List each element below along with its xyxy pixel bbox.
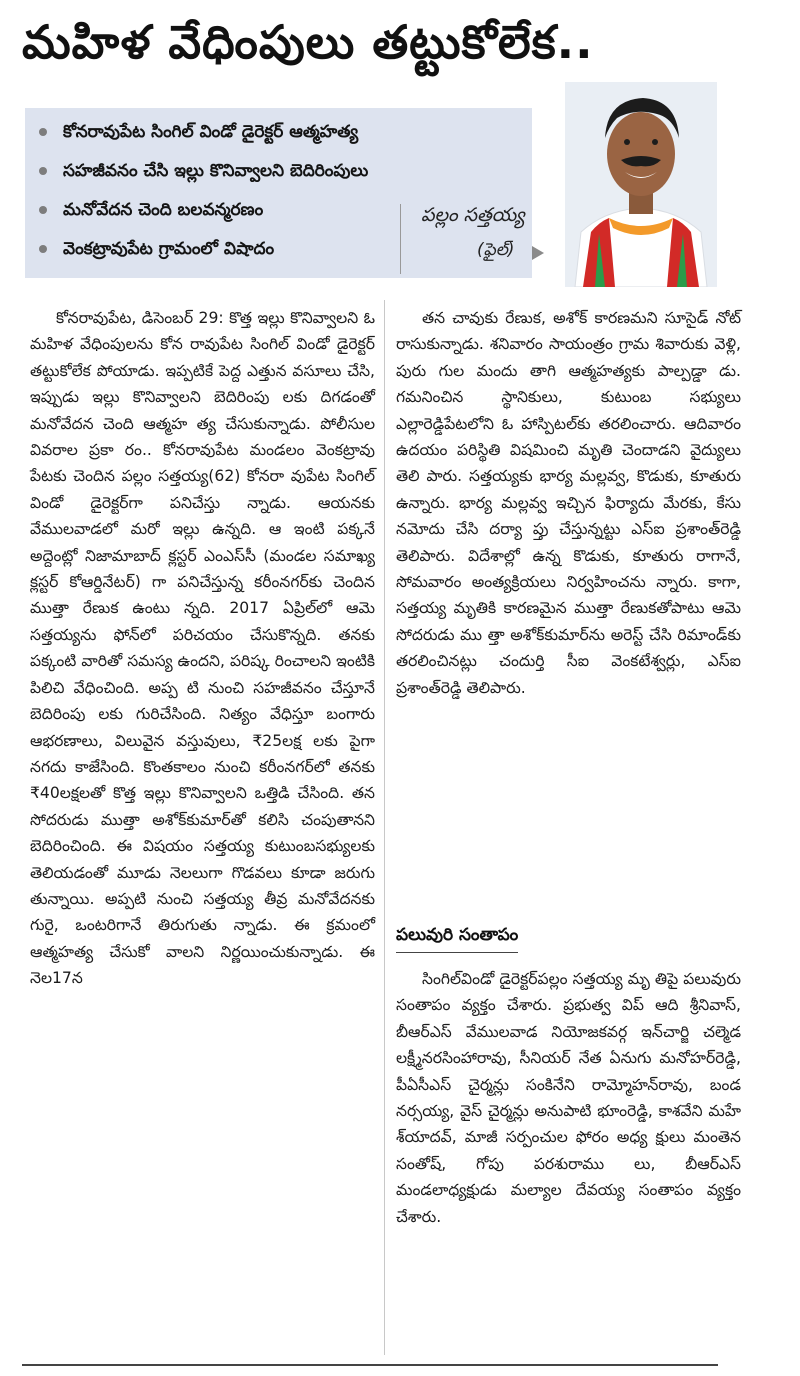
highlight-text: వెంకట్రావుపేట గ్రామంలో విషాదం <box>63 239 275 259</box>
highlight-text: మనోవేదన చెంది బలవన్మరణం <box>63 200 264 220</box>
bullet-icon <box>39 206 47 214</box>
highlight-item <box>39 122 358 146</box>
highlight-item <box>39 161 368 185</box>
section-subhead: పలువురి సంతాపం <box>396 925 518 953</box>
condolence-column <box>396 966 741 1230</box>
column-divider <box>384 300 385 1355</box>
article-column-left <box>30 305 375 992</box>
condolence-paragraph: సింగిల్‌విండో డైరెక్టర్‌పల్లం సత్తయ్య మృ తిపై పలువురు సంతాపం వ్యక్తం చేశారు. ప్రభుత్వ విప్ ఆది శ్రీనివాస్, బీఆర్ఎస్ వేములవాడ నియోజకవర్గ ఇన్‌చార్జి చల్మెడ లక్ష్మీనరసింహారావు, సీనియర్ నేత ఏనుగు మనోహర్‌రెడ్డి, పీఏసీఎస్ చైర్మన్లు సంకినేని రామ్మోహన్‌రావు, బండ నర్సయ్య, వైస్ చైర్మన్లు అనుపాటి భూంరెడ్డి, కాశవేని మహే శ్‌యాదవ్, మాజీ సర్పంచుల ఫోరం అధ్య క్షులు మంతెన సంతోష్, గోపు పరశురాము లు, బీఆర్ఎస్ మండలాధ్యక్షుడు మల్యాల దేవయ్య సంతాపం వ్యక్తం చేశారు. <box>396 970 741 1226</box>
arrow-right-icon <box>532 246 544 260</box>
article-paragraph: తన చావుకు రేణుక, అశోక్ కారణమని సూసైడ్ నోట్ రాసుకున్నాడు. శనివారం సాయంత్రం గ్రామ శివారుకు వెళ్లి, పురు గుల మందు తాగి ఆత్మహత్యకు పాల్పడ్డా డు. గమనించిన స్థానికులు, కుటుంబ సభ్యులు ఎల్లారెడ్డిపేటలోని ఓ హాస్పిటల్‌కు తరలించారు. ఆదివారం ఉదయం పరిస్థితి విషమించి మృతి చెందాడని వైద్యులు తెలి పారు. సత్తయ్యకు భార్య మల్లవ్వ, కొడుకు, కూతురు ఉన్నారు. భార్య మల్లవ్వ ఇచ్చిన ఫిర్యాదు మేరకు, కేసు నమోదు చేసి దర్యా ప్తు చేస్తున్నట్టు ఎస్ఐ ప్రశాంత్‌రెడ్డి తెలిపారు. విదేశాల్లో ఉన్న కొడుకు, కూతురు రాగానే, సోమవారం అంత్యక్రియలు నిర్వహించను న్నారు. కాగా, సత్తయ్య మృతికి కారణమైన ముత్తా రేణుకతోపాటు ఆమె సోదరుడు ము త్తా అశోక్‌కుమార్‌ను అరెస్ట్ చేసి రిమాండ్‌కు తరలించినట్లు చందుర్తి సీఐ వెంకటేశ్వర్లు, ఎస్ఐ ప్రశాంత్‌రెడ్డి తెలిపారు. <box>396 309 741 697</box>
photo-caption <box>400 204 541 274</box>
portrait-photo <box>565 82 717 287</box>
highlight-text: కోనరావుపేట సింగిల్ విండో డైరెక్టర్ ఆత్మహత్య <box>63 122 359 142</box>
portrait-illustration <box>565 82 717 287</box>
headline: మహిళ వేధింపులు తట్టుకోలేక.. <box>22 15 594 69</box>
highlight-item <box>39 239 274 263</box>
bottom-divider <box>22 1364 718 1366</box>
article-column-right <box>396 305 741 701</box>
photo-caption-note: (ఫైల్) <box>477 240 515 260</box>
bullet-icon <box>39 245 47 253</box>
article-paragraph: కోనరావుపేట, డిసెంబర్ 29: కొత్త ఇల్లు కొనివ్వాలని ఓ మహిళ వేధింపులను కోన రావుపేట సింగిల్ విండో డైరెక్టర్ తట్టుకోలేక పోయాడు. ఇప్పటికే పెద్ద ఎత్తున వసూలు చేసి, ఇప్పుడు ఇల్లు కొనివ్వాలని బెదిరింపు లకు దిగడంతో మనోవేదన చెంది ఆత్మహ త్య చేసుకున్నాడు. పోలీసుల వివరాల ప్రకా రం.. కోనరావుపేట మండలం వెంకట్రావు పేటకు చెందిన పల్లం సత్తయ్య(62) కోనరా వుపేట సింగిల్ విండో డైరెక్టర్‌గా పనిచేస్తు న్నాడు. ఆయనకు వేములవాడలో మరో ఇల్లు ఉన్నది. ఆ ఇంటి పక్కనే అద్దెంట్లో నిజామాబాద్ క్లస్టర్ ఎంఎస్‌సీ (మండల సమాఖ్య క్లస్టర్ కోఆర్డినేటర్) గా పనిచేస్తున్న కరీంనగర్‌కు చెందిన ముత్తా రేణుక ఉంటు న్నది. 2017 ఏప్రిల్‌లో ఆమె సత్తయ్యను ఫోన్‌లో పరిచయం చేసుకొన్నది. తనకు పక్కంటి వారితో సమస్య ఉందని, పరిష్క రించాలని ఇంటికి పిలిచి వేధించింది. అప్ప టి నుంచి సహజీవనం చేస్తూనే బెదిరింపు లకు గురిచేసింది. నిత్యం వేధిస్తూ బంగారు ఆభరణాలు, విలువైన వస్తువులు, ₹25లక్ష లకు పైగా నగదు కాజేసింది. కొంతకాలం నుంచి కరీంనగర్‌లో తనకు ₹40లక్షలతో కొత్త ఇల్లు కొనివ్వాలని ఒత్తిడి చేసింది. తన సోదరుడు ముత్తా అశోక్‌కుమార్‌తో కలిసి చంపుతానని బెదిరించింది. ఈ విషయం సత్తయ్య కుటుంబసభ్యులకు తెలియడంతో మూడు నెలలుగా గొడవలు కూడా జరుగు తున్నాయి. అప్పటి నుంచి సత్తయ్య తీవ్ర మనోవేదనకు గురై, ఒంటరిగానే తిరుగుతు న్నాడు. ఈ క్రమంలో ఆత్మహత్య చేసుకో వాలని నిర్ణయించుకున్నాడు. ఈ నెల17న <box>30 309 375 988</box>
photo-caption-name: పల్లం సత్తయ్య <box>421 204 525 226</box>
bullet-icon <box>39 167 47 175</box>
highlight-text: సహజీవనం చేసి ఇల్లు కొనివ్వాలని బెదిరింపులు <box>63 161 369 181</box>
highlight-item <box>39 200 263 224</box>
bullet-icon <box>39 128 47 136</box>
